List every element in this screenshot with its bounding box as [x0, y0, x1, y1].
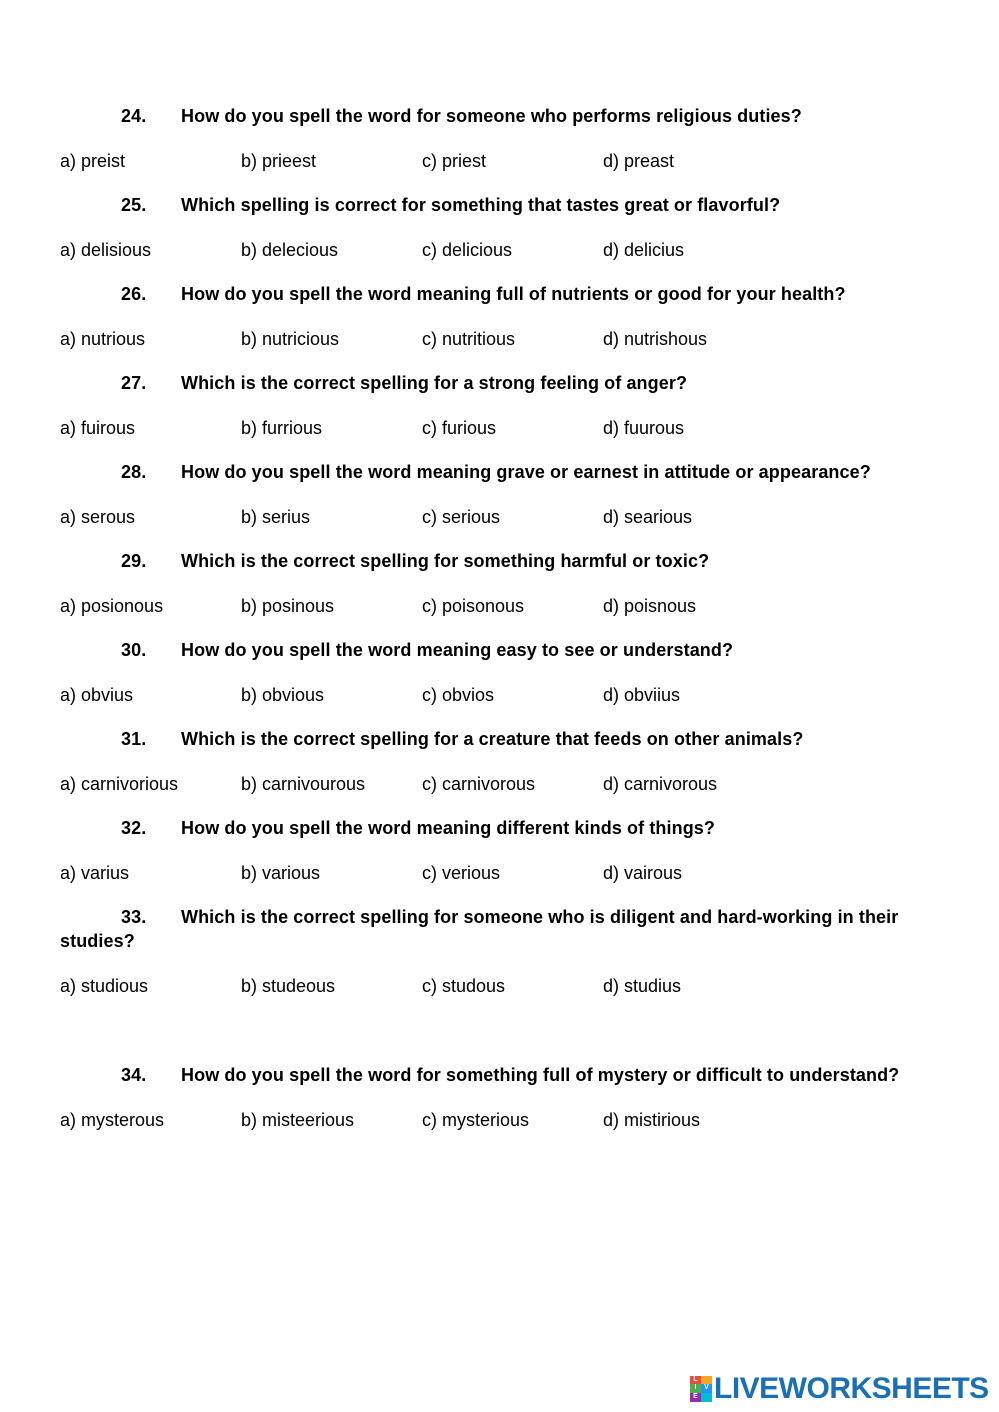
- question-text: How do you spell the word meaning full of nutrients or good for your health?: [181, 284, 846, 304]
- option-a[interactable]: a) fuirous: [60, 418, 136, 438]
- question-number: 30.: [121, 640, 147, 660]
- option-c[interactable]: c) delicious: [422, 240, 513, 260]
- option-d[interactable]: d) vairous: [603, 863, 683, 883]
- question-text: Which spelling is correct for something that tastes great or flavorful?: [181, 195, 781, 215]
- liveworksheets-logo: [690, 1372, 989, 1406]
- option-b[interactable]: b) misteerious: [241, 1110, 355, 1130]
- logo-mark-tile: E: [690, 1393, 701, 1402]
- option-a[interactable]: a) posionous: [60, 596, 164, 616]
- option-c[interactable]: c) obvios: [422, 685, 495, 705]
- option-d[interactable]: d) preast: [603, 151, 675, 171]
- question-number: 33.: [121, 907, 147, 927]
- logo-mark-tile: [701, 1376, 712, 1384]
- option-b[interactable]: b) serius: [241, 507, 311, 527]
- option-a[interactable]: a) varius: [60, 863, 130, 883]
- options-row-25: [0, 238, 999, 262]
- question-text: Which is the correct spelling for someone who is diligent and hard-working in their: [181, 907, 899, 927]
- option-a[interactable]: a) obvius: [60, 685, 134, 705]
- option-b[interactable]: b) posinous: [241, 596, 335, 616]
- options-row-28: [0, 505, 999, 529]
- option-c[interactable]: c) nutritious: [422, 329, 516, 349]
- question-number: 26.: [121, 284, 147, 304]
- question-number: 27.: [121, 373, 147, 393]
- logo-mark-tile: V: [701, 1384, 712, 1393]
- question-text: How do you spell the word for something full of mystery or difficult to understand?: [181, 1065, 900, 1085]
- question-text: How do you spell the word meaning grave or earnest in attitude or appearance?: [181, 462, 871, 482]
- question-number: 29.: [121, 551, 147, 571]
- option-b[interactable]: b) delecious: [241, 240, 339, 260]
- option-c[interactable]: c) poisonous: [422, 596, 525, 616]
- option-c[interactable]: c) studous: [422, 976, 506, 996]
- option-b[interactable]: b) various: [241, 863, 321, 883]
- option-d[interactable]: d) obviius: [603, 685, 681, 705]
- option-d[interactable]: d) mistirious: [603, 1110, 701, 1130]
- options-row-30: [0, 683, 999, 707]
- options-row-24: [0, 149, 999, 173]
- option-c[interactable]: c) mysterious: [422, 1110, 530, 1130]
- option-d[interactable]: d) poisnous: [603, 596, 697, 616]
- question-text: How do you spell the word meaning easy to see or understand?: [181, 640, 734, 660]
- option-d[interactable]: d) studius: [603, 976, 682, 996]
- question-number: 24.: [121, 106, 147, 126]
- question-text-continued: studies?: [60, 931, 135, 951]
- option-d[interactable]: d) carnivorous: [603, 774, 718, 794]
- question-text: Which is the correct spelling for a creature that feeds on other animals?: [181, 729, 804, 749]
- logo-mark-tile: I: [690, 1384, 701, 1393]
- option-d[interactable]: d) fuurous: [603, 418, 685, 438]
- options-row-31: [0, 772, 999, 796]
- options-row-29: [0, 594, 999, 618]
- option-c[interactable]: c) furious: [422, 418, 497, 438]
- options-row-33: [0, 974, 999, 998]
- question-text: How do you spell the word for someone who performs religious duties?: [181, 106, 802, 126]
- options-row-26: [0, 327, 999, 351]
- question-number: 25.: [121, 195, 147, 215]
- logo-text: LIVEWORKSHEETS: [714, 1372, 989, 1405]
- option-c[interactable]: c) priest: [422, 151, 487, 171]
- question-number: 32.: [121, 818, 147, 838]
- options-row-27: [0, 416, 999, 440]
- option-a[interactable]: a) studious: [60, 976, 149, 996]
- option-b[interactable]: b) obvious: [241, 685, 325, 705]
- option-c[interactable]: c) verious: [422, 863, 501, 883]
- option-a[interactable]: a) mysterous: [60, 1110, 165, 1130]
- question-text: Which is the correct spelling for a strong feeling of anger?: [181, 373, 688, 393]
- option-d[interactable]: d) nutrishous: [603, 329, 708, 349]
- option-b[interactable]: b) furrious: [241, 418, 323, 438]
- option-b[interactable]: b) prieest: [241, 151, 317, 171]
- option-d[interactable]: d) searious: [603, 507, 693, 527]
- logo-mark-tile: [701, 1393, 712, 1402]
- option-a[interactable]: a) carnivorious: [60, 774, 179, 794]
- option-b[interactable]: b) nutricious: [241, 329, 340, 349]
- option-c[interactable]: c) carnivorous: [422, 774, 536, 794]
- options-row-34: [0, 1108, 999, 1132]
- logo-mark-icon: [690, 1376, 712, 1402]
- question-text: Which is the correct spelling for something harmful or toxic?: [181, 551, 710, 571]
- option-a[interactable]: a) nutrious: [60, 329, 146, 349]
- question-number: 31.: [121, 729, 147, 749]
- option-d[interactable]: d) delicius: [603, 240, 685, 260]
- option-c[interactable]: c) serious: [422, 507, 501, 527]
- question-number: 34.: [121, 1065, 147, 1085]
- option-b[interactable]: b) carnivourous: [241, 774, 366, 794]
- option-b[interactable]: b) studeous: [241, 976, 336, 996]
- logo-mark-tile: L: [690, 1376, 701, 1384]
- option-a[interactable]: a) preist: [60, 151, 126, 171]
- question-number: 28.: [121, 462, 147, 482]
- options-row-32: [0, 861, 999, 885]
- option-a[interactable]: a) delisious: [60, 240, 152, 260]
- option-a[interactable]: a) serous: [60, 507, 136, 527]
- question-text: How do you spell the word meaning different kinds of things?: [181, 818, 716, 838]
